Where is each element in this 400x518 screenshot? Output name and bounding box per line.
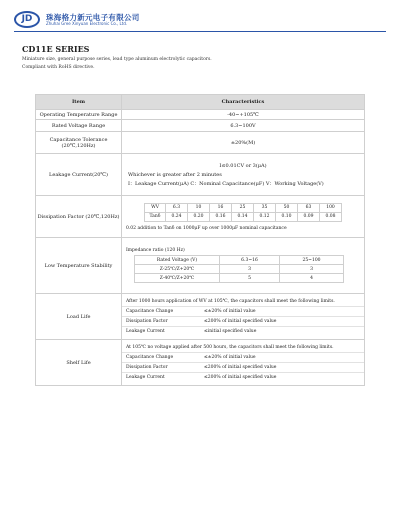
df-tan-label: Tanδ [145,212,166,221]
row-value: ±20%(M) [122,132,365,154]
limit-value: ≤initial specified value [200,327,364,337]
leakage-legend: I：Leakage Current(μA) C：Nominal Capacitance(μF) V：Working Voltage(V) [128,180,324,187]
spec-table [35,94,365,386]
table-row [36,110,365,120]
header-characteristics: Characteristics [122,95,365,110]
row-label-line: (20℃,120Hz) [61,142,96,149]
df-wv: 100 [320,203,342,212]
impedance-label: Z-25℃/Z+20℃ [135,265,220,274]
limit-value: ≤200% of initial specified value [200,363,364,373]
table-row [36,132,365,154]
row-label: Load Life [36,294,122,340]
df-wv: 25 [232,203,254,212]
df-tan: 0.10 [276,212,298,221]
table-row [36,154,365,196]
impedance-value: 5 [220,274,280,283]
df-tan: 0.12 [254,212,276,221]
row-value [122,238,365,294]
limit-key: Leakage Current [122,327,200,337]
limit-row [122,327,364,337]
limit-key: Dissipation Factor [122,363,200,373]
company-name-en: Zhuhai Gree Xinyuan Electronic Co., Ltd. [46,21,128,26]
limit-value: ≤200% of initial specified value [200,317,364,327]
row-label: Rated Voltage Range [36,120,122,132]
df-tan: 0.09 [298,212,320,221]
row-value: -40~+105℃ [122,110,365,120]
company-name: 珠海格力新元电子有限公司 [46,13,140,22]
limit-value: ≤±20% of initial value [200,307,364,317]
df-tan: 0.14 [232,212,254,221]
limit-row [122,317,364,327]
shelf-life-table [122,352,364,382]
limit-row [122,353,364,363]
impedance-head-row [135,256,344,265]
limit-value: ≤±20% of initial value [200,353,364,363]
limit-key: Capacitance Change [122,307,200,317]
df-tan-row [145,212,342,221]
limit-key: Dissipation Factor [122,317,200,327]
load-life-table [122,306,364,336]
impedance-row [135,265,344,274]
df-tan: 0.16 [210,212,232,221]
df-tan: 0.24 [166,212,188,221]
df-wv: 63 [298,203,320,212]
header-item: Item [36,95,122,110]
df-wv-row [145,203,342,212]
limit-value: ≤200% of initial specified value [200,373,364,383]
shelf-life-intro: At 105℃ no voltage applied after 500 hours, the capacitors shall meet the following limits. [126,345,334,350]
df-wv: 50 [276,203,298,212]
row-value: 6.3~100V [122,120,365,132]
impedance-value: 4 [280,274,344,283]
impedance-value: 3 [280,265,344,274]
table-row [36,340,365,386]
impedance-table [134,255,344,283]
df-table [144,203,342,222]
load-life-intro: After 1000 hours application of WV at 105℃, the capacitors shall meet the following limits. [126,299,335,304]
company-logo: JD [14,11,40,28]
df-tan: 0.20 [188,212,210,221]
impedance-head: 6.3~16 [220,256,280,265]
impedance-row [135,274,344,283]
page-header [0,0,400,30]
df-wv: 16 [210,203,232,212]
table-row [36,294,365,340]
row-label-line: Capacitance Tolerance [49,136,108,143]
limit-row [122,363,364,373]
row-label: Low Temperature Stability [36,238,122,294]
table-header-row [36,95,365,110]
impedance-label: Z-40℃/Z+20℃ [135,274,220,283]
impedance-title: Impedance ratio (120 Hz) [126,248,185,253]
df-tan: 0.08 [320,212,342,221]
row-label: Operating Temperature Range [36,110,122,120]
limit-key: Leakage Current [122,373,200,383]
limit-key: Capacitance Change [122,353,200,363]
df-wv: 6.3 [166,203,188,212]
row-label: Dissipation Factor (20℃,120Hz) [36,196,122,238]
row-value [122,196,365,238]
df-note: 0.02 addition to Tanδ on 1000μF up over 1000μF nominal capacitance [126,225,287,231]
table-row [36,238,365,294]
row-label: Shelf Life [36,340,122,386]
series-title: CD11E SERIES [22,44,90,54]
leakage-formula: I≤0.01CV or 3(μA) [219,162,267,169]
description-line: Compliant with RoHS directive. [22,65,95,70]
header-divider [14,31,386,32]
description-line: Miniature size, general purpose series, lead type aluminum electrolytic capacitors. [22,57,212,62]
row-label: Leakage Current(20℃) [36,154,122,196]
row-value [122,294,365,340]
leakage-note: Whichever is greater after 2 minutes [128,171,222,178]
row-value [122,340,365,386]
table-row [36,120,365,132]
table-row [36,196,365,238]
df-wv: 10 [188,203,210,212]
impedance-value: 3 [220,265,280,274]
impedance-head: 25~100 [280,256,344,265]
limit-row [122,373,364,383]
impedance-head: Rated Voltage (V) [135,256,220,265]
row-value [122,154,365,196]
df-wv: 35 [254,203,276,212]
row-label [36,132,122,154]
limit-row [122,307,364,317]
df-wv-label: WV [145,203,166,212]
